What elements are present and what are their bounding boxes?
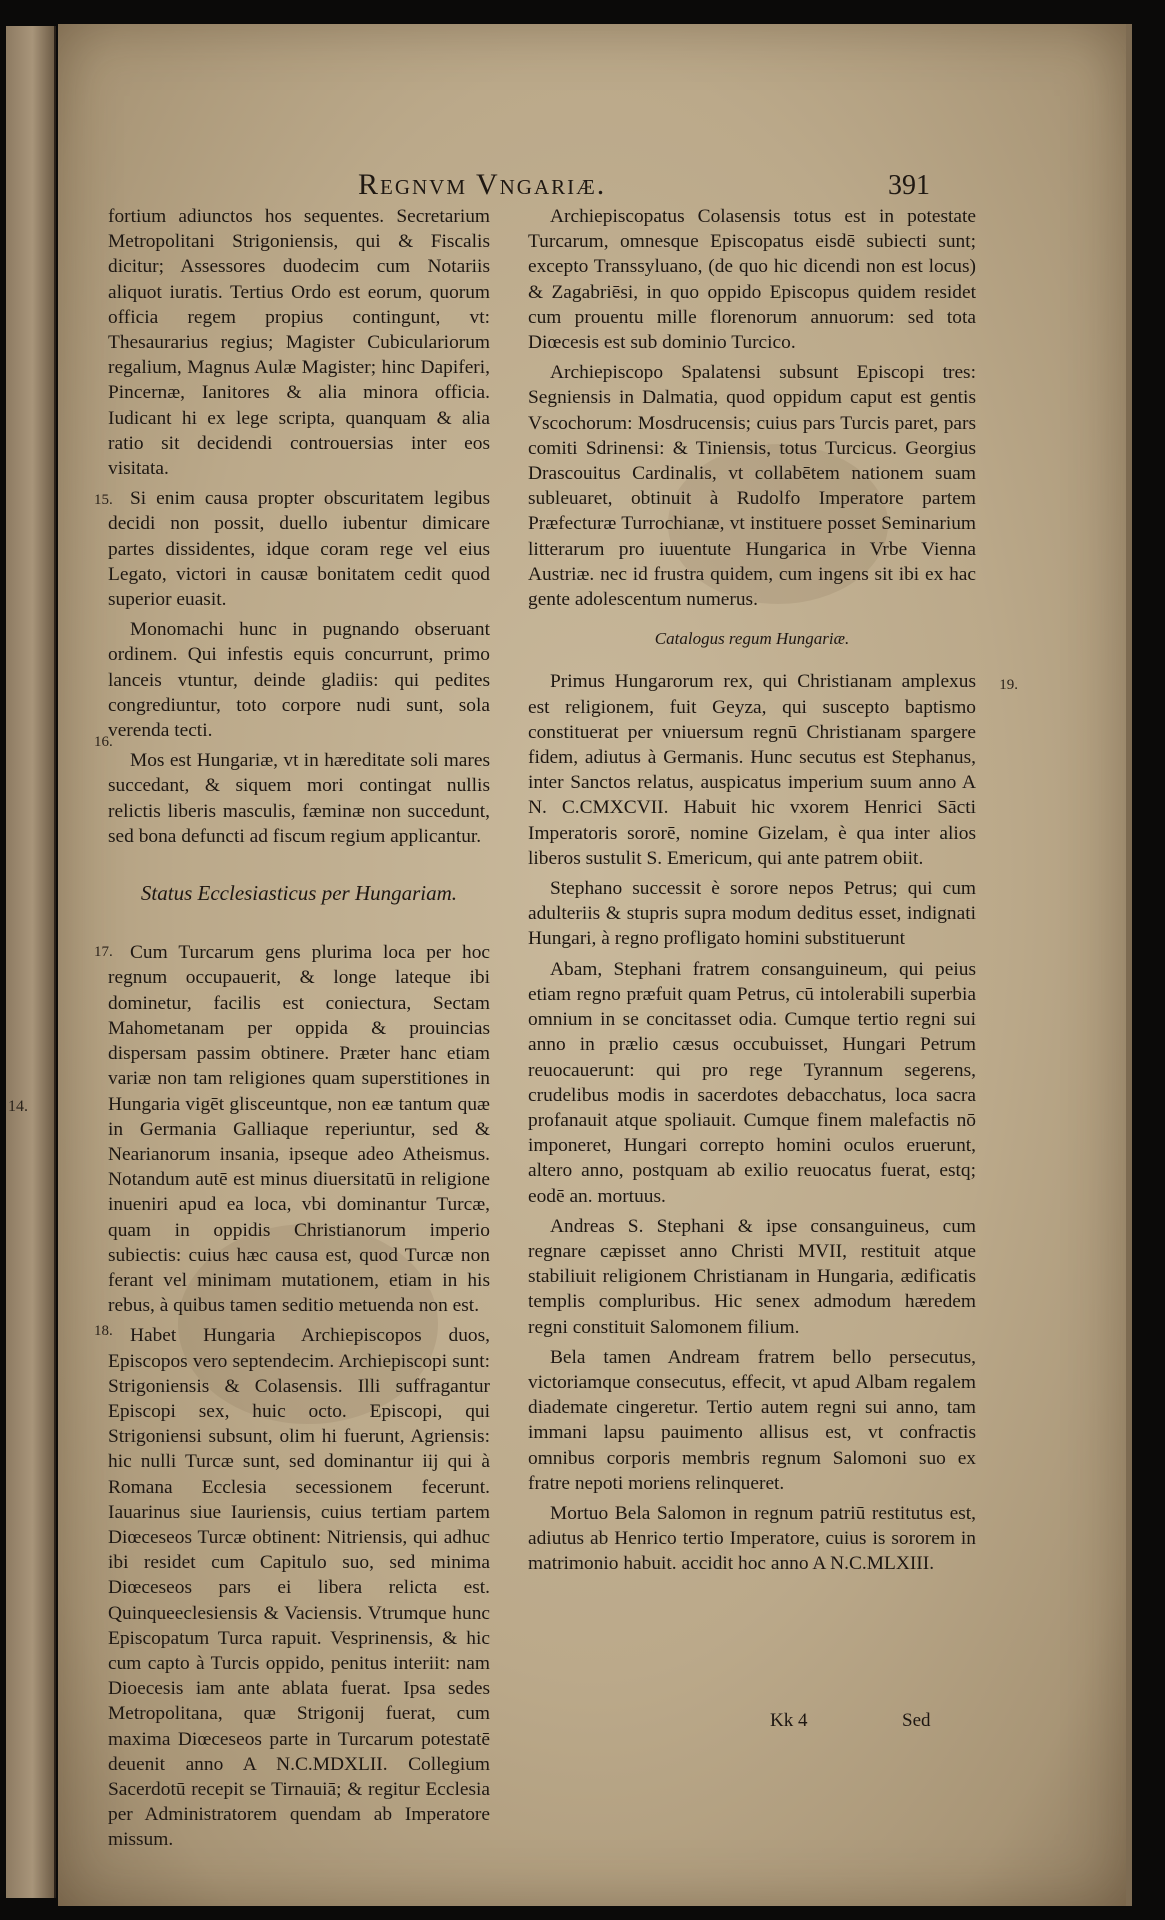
paragraph: Archiepiscopatus Colasensis totus est in potestate Turcarum, omnesque Episcopatus eisdē subiecti sunt; excepto Transsyluano, (de quo hic dicendi non est locus) & Zagabriēsi, in quo oppido Episcopus quidem residet cum prouentu mille florenorum annuorum: sed tota Diœcesis est sub dominio Turcico. <box>528 206 976 354</box>
paragraph <box>94 940 490 1318</box>
catalog-title: Catalogus regum Hungariæ. <box>654 629 850 649</box>
margin-number: 16. <box>94 734 113 751</box>
paragraph <box>94 734 490 849</box>
page-footer <box>758 1710 998 1740</box>
margin-number: 19. <box>999 677 1018 694</box>
margin-number: 15. <box>94 492 113 509</box>
margin-number: 18. <box>94 1323 113 1340</box>
previous-page-margin-number: 14. <box>8 1098 28 1115</box>
paragraph <box>528 669 1018 871</box>
catchword: Sed <box>902 1710 931 1731</box>
paragraph <box>94 1323 490 1852</box>
left-column <box>94 204 490 1858</box>
paragraph <box>94 486 490 612</box>
signature-mark: Kk 4 <box>770 1710 808 1731</box>
paragraph: Bela tamen Andream fratrem bello persecutus, victoriamque consecutus, effecit, vt apud Albam regalem diademate cingeretur. Tertio autem regni sui anno, tam immani lapsu pauimento allisus est, vt confractis omnibus corporis membris regnum Salomoni suo ex fratre nepoti moriens relinqueret. <box>528 1346 976 1494</box>
margin-number: 17. <box>94 944 113 961</box>
previous-page-edge <box>6 26 56 1898</box>
running-head <box>58 146 1126 202</box>
section-title: Status Ecclesiasticus per Hungariam. <box>140 881 458 906</box>
paragraph: Stephano successit è sorore nepos Petrus; qui cum adulteriis & stupris supra modum deditus esset, indignati Hungari, à regno profligato homini substituerunt <box>528 878 976 950</box>
running-head-title: Regnvm Vngariæ. <box>358 168 607 201</box>
paragraph: Archiepiscopo Spalatensi subsunt Episcopi tres: Segniensis in Dalmatia, quod oppidum caput est gentis Vscochorum: Mosdrucensis; cuius pars Turcis paret, pars comiti Sdrinensi: & Tiniensis, totus Turcicus. Georgius Drascouitus Cardinalis, vt collabētem nationem suam subleuaret, obtinuit à Rudolfo Imperatore partem Præfecturæ Turrochianæ, vt instituere posset Seminarium litterarum pro iuuentute Hungarica in Vrbe Vienna Austriæ. nec id frustra quidem, cum ingens sit ibi ex hac gente adolescentum numerus. <box>528 362 976 611</box>
paragraph-text: Cum Turcarum gens plurima loca per hoc regnum occupauerit, & longe lateque ibi dominetur, facilis est coniectura, Sectam Mahometanam per oppida & prouincias dispersam passim obtinere. Præter hanc etiam variæ non tam religiones quam superstitiones in Hungaria vigēt glisceuntque, non eæ tantum quæ in Germania Galliaque reperiuntur, sed & Nearianorum insania, ipseque adeo Atheismus. Notandum autē est minus diuersitatū in religione inueniri apud ea loca, vbi dominantur Turcæ, quam in oppidis Christianorum imperio subiectis: cuius hæc causa est, quod Turcæ non ferant vel minimam mutationem, etiam in his rebus, à quibus tamen seditio metuenda non est. <box>108 942 490 1317</box>
paragraph: Mortuo Bela Salomon in regnum patriū restitutus est, adiutus ab Henrico tertio Imperatore, cuius is sororem in matrimonio habuit. accidit hoc anno A N.C.MLXIII. <box>528 1502 976 1575</box>
page-number: 391 <box>888 170 930 201</box>
paragraph-text: Habet Hungaria Archiepiscopos duos, Episcopos vero septendecim. Archiepiscopi sunt: Strigoniensis & Colasensis. Illi suffragantur Episcopi sex, huic octo. Episcopi, qui Strigoniensi subsunt, olim hi fuerunt, Agriensis: hic nulli Turcæ sunt, sed dominantur iij qui à Romana Ecclesia secessionem fecerunt. Iauarinus siue Iauriensis, cuius tertiam partem Diœceseos Turcæ obtinent: Nitriensis, qui adhuc ibi residet cum Capitulo suo, sed minima Diœceseos pars ei libera relicta est. Quinqueeclesiensis & Vaciensis. Vtrumque hunc Episcopatum Turca rapuit. Vesprinensis, & hic cum capto à Turcis oppido, penitus interiit: nam Dioecesis iam ante ablata fuerat. Ipsa sedes Metropolitana, quæ Strigonij fuerat, cum maxima Diœceseos parte in Turcarum potestatē deuenit anno A N.C.MDXLII. Collegium Sacerdotū recepit se Tirnauiā; & regitur Ecclesia per Administratorem quendam ab Imperatore missum. <box>108 1325 490 1851</box>
paragraph: fortium adiunctos hos sequentes. Secretarium Metropolitani Strigoniensis, qui & Fiscalis dicitur; Assessores duodecim cum Notariis aliquot iuratis. Tertius Ordo est eorum, quorum officia regem propius contingunt, vt: Thesaurarius regius; Magister Cubiculariorum regalium, Magnus Aulæ Magister; hinc Dapiferi, Pincernæ, Ianitores & alia minora officia. Iudicant hi ex lege scripta, quanquam & alia ratio sit decidendi controuersias inter eos visitata. <box>108 206 490 480</box>
paragraph: Abam, Stephani fratrem consanguineum, qui peius etiam regno præfuit quam Petrus, cū intolerabili superbia omnium in se concitasset odia. Cumque tertio regni sui anno in prælio cæsus occubuisset, Hungari Petrum reuocauerunt: qui pro rege Tyrannum segerens, crudelibus modis in sacerdotes debacchatus, loca sacra profanauit atque spoliauit. Cumque finem malefactis nō imponeret, Hungari correpto homini oculos eruerunt, altero anno, postquam ab exilio reuocatus fuerat, estq; eodē an. mortuus. <box>528 958 976 1207</box>
paragraph: Monomachi hunc in pugnando obseruant ordinem. Qui infestis equis concurrunt, primo lanceis vtuntur, deinde gladiis: qui pedites congrediuntur, toto corpore nudi sunt, sola verenda tecti. <box>108 619 490 742</box>
right-column <box>528 204 1018 1582</box>
paragraph-text: Mos est Hungariæ, vt in hæreditate soli mares succedant, & siquem mori contingat nullis relictis liberis masculis, fæminæ non succedunt, sed bona defuncti ad fiscum regium applicantur. <box>108 750 490 847</box>
book-page <box>58 24 1132 1906</box>
paragraph: Andreas S. Stephani & ipse consanguineus, cum regnare cæpisset anno Christi MVII, restituit atque stabiliuit religionem Christianam in Hungaria, ædificatis templis compluribus. Hic senex admodum hæredem regni constituit Salomonem filium. <box>528 1215 976 1338</box>
paragraph-text: Primus Hungarorum rex, qui Christianam amplexus est religionem, fuit Geyza, qui suscepto baptismo constituerat per vniuersum regnū Christianam spargere fidem, adiutus à Germanis. Hunc secutus est Stephanus, inter Sanctos relatus, auspicatus imperium suum anno A N. C.CMXCVII. Habuit hic vxorem Henrici Sācti Imperatoris sororē, nomine Gizelam, è qua inter alios liberos sustulit S. Emericum, qui ante patrem obiit. <box>528 671 976 869</box>
paragraph-text: Si enim causa propter obscuritatem legibus decidi non possit, duello iubentur dimicare partes dissidentes, idque coram rege vel eius Legato, victori in causæ bonitatem cedit quod superior euasit. <box>108 488 490 611</box>
